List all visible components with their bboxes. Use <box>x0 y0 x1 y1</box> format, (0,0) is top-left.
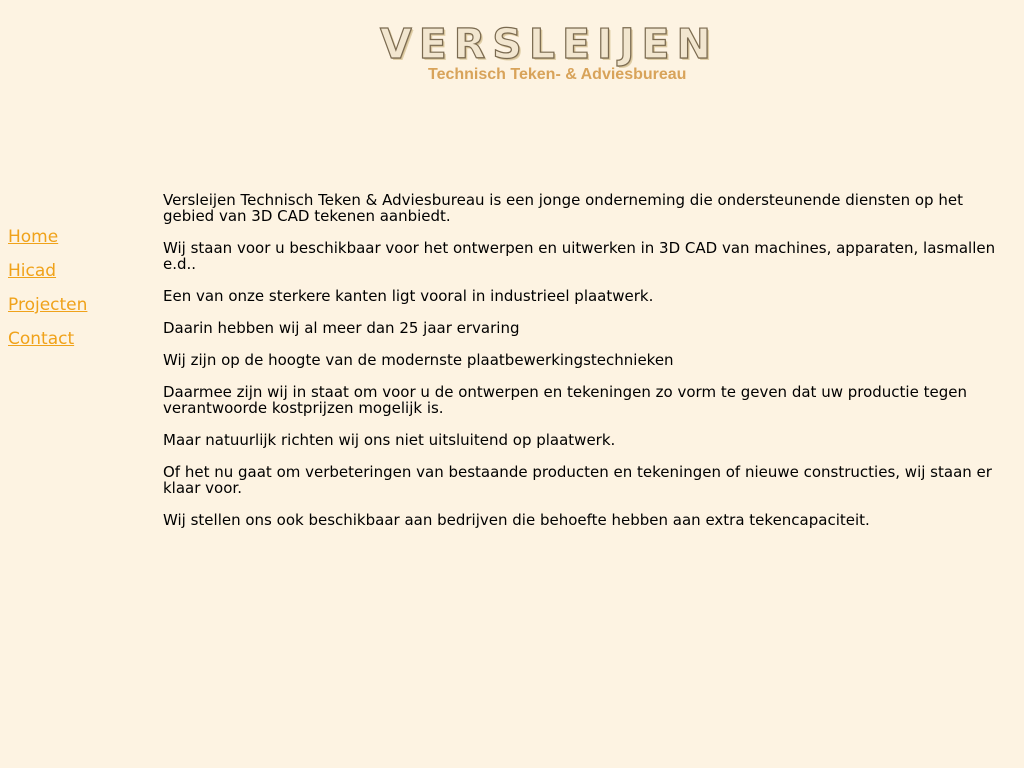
main-navigation <box>8 226 87 362</box>
logo-title: VERSLEIJEN <box>380 20 718 68</box>
content-paragraph: Wij zijn op de hoogte van de modernste plaatbewerkingstechnieken <box>163 351 674 369</box>
content-paragraph: Maar natuurlijk richten wij ons niet uitsluitend op plaatwerk. <box>163 431 616 449</box>
nav-link-projecten[interactable]: Projecten <box>8 295 88 315</box>
company-logo <box>380 22 780 92</box>
content-paragraph: Een van onze sterkere kanten ligt vooral in industrieel plaatwerk. <box>163 287 654 305</box>
main-content <box>163 192 1003 544</box>
content-paragraph: Wij stellen ons ook beschikbaar aan bedrijven die behoefte hebben aan extra tekencapaciteit. <box>163 511 870 529</box>
nav-link-home[interactable]: Home <box>8 227 59 247</box>
logo-subtitle: Technisch Teken- & Adviesbureau <box>428 66 687 83</box>
nav-link-hicad[interactable]: Hicad <box>8 261 57 281</box>
content-paragraph: Daarin hebben wij al meer dan 25 jaar ervaring <box>163 319 520 337</box>
content-paragraph: Wij staan voor u beschikbaar voor het ontwerpen en uitwerken in 3D CAD van machines, apparaten, lasmallen e.d.. <box>163 239 996 273</box>
content-paragraph: Daarmee zijn wij in staat om voor u de ontwerpen en tekeningen zo vorm te geven dat uw productie tegen verantwoorde kostprijzen mogelijk is. <box>163 383 967 417</box>
nav-link-contact[interactable]: Contact <box>8 329 75 349</box>
content-paragraph: Of het nu gaat om verbeteringen van bestaande producten en tekeningen of nieuwe constructies, wij staan er klaar voor. <box>163 463 992 497</box>
content-paragraph: Versleijen Technisch Teken & Adviesbureau is een jonge onderneming die ondersteunende diensten op het gebied van 3D CAD tekenen aanbiedt. <box>163 191 963 225</box>
